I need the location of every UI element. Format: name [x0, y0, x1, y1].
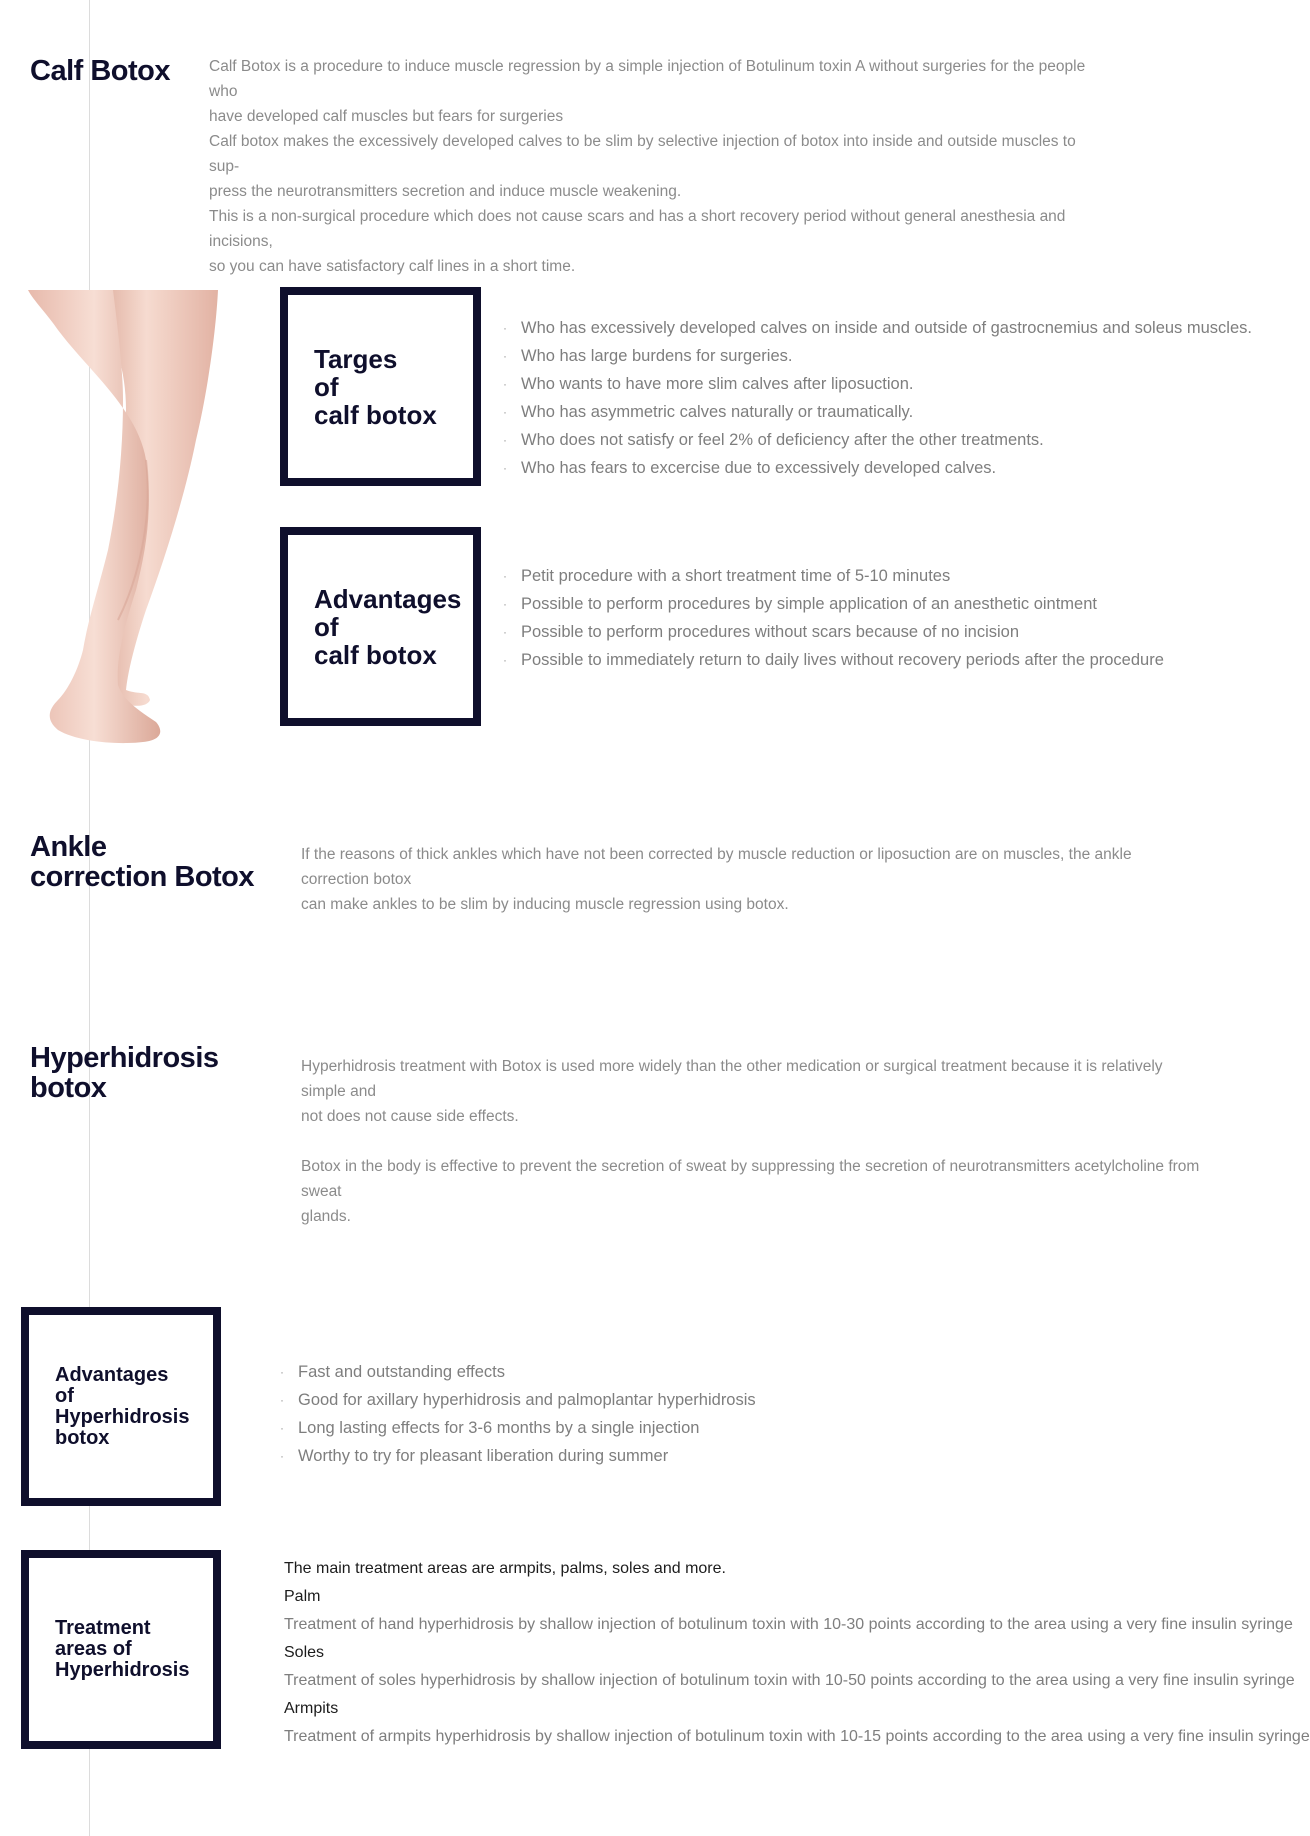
list-item: · Who has large burdens for surgeries.	[503, 347, 793, 365]
armpits-label: Armpits	[284, 1700, 339, 1717]
calf-p2: Calf botox makes the excessively developed calves to be slim by selective injection of botox into inside and outside muscles to sup-	[209, 133, 1076, 175]
treatment-areas-title	[55, 1618, 189, 1681]
ankle-p1b: can make ankles to be slim by inducing muscle regression using botox.	[301, 896, 789, 913]
hyper-adv-title-line4: botox	[55, 1426, 110, 1449]
areas-title-line1: Treatment	[55, 1617, 151, 1639]
hyperhidrosis-description	[301, 1054, 1201, 1229]
calf-p3: This is a non-surgical procedure which does not cause scars and has a short recovery period without general anesthesia and incisions,	[209, 208, 1066, 250]
ankle-botox-title	[30, 832, 254, 892]
calf-advantages-title	[314, 585, 461, 669]
list-item: · Who has asymmetric calves naturally or traumatically.	[503, 403, 914, 421]
hyperhidrosis-botox-title	[30, 1043, 219, 1103]
hyper-advantages-box	[21, 1307, 221, 1506]
calf-botox-title: Calf Botox	[30, 55, 170, 87]
spacer	[301, 1129, 1201, 1154]
soles-label: Soles	[284, 1644, 325, 1661]
list-item: · Possible to perform procedures by simple application of an anesthetic ointment	[503, 595, 1097, 613]
calf-botox-description	[209, 54, 1109, 279]
targets-title-line3: calf botox	[314, 399, 437, 430]
legs-illustration	[28, 290, 238, 750]
list-item: · Who has fears to excercise due to excessively developed calves.	[503, 459, 997, 477]
hyper-title-line1: Hyperhidrosis	[30, 1042, 219, 1074]
calf-p2b: press the neurotransmitters secretion and induce muscle weakening.	[209, 183, 682, 200]
targets-list	[503, 314, 1252, 482]
treatment-areas-text	[284, 1555, 1310, 1751]
areas-title-line2: areas of	[55, 1638, 132, 1660]
palm-text: Treatment of hand hyperhidrosis by shallow injection of botulinum toxin with 10-30 points according to the area using a very fine insulin syringe	[284, 1616, 1293, 1633]
ankle-botox-description	[301, 842, 1201, 917]
calf-advantages-title-line2: of	[314, 611, 339, 642]
areas-title-line3: Hyperhidrosis	[55, 1659, 190, 1681]
ankle-title-line1: Ankle	[30, 831, 107, 863]
hyper-p2: Botox in the body is effective to prevent the secretion of sweat by suppressing the secretion of neurotransmitters acetylcholine from sweat	[301, 1158, 1200, 1200]
armpits-text: Treatment of armpits hyperhidrosis by shallow injection of botulinum toxin with 10-15 points according to the area using a very fine insulin syringe	[284, 1728, 1310, 1745]
list-item: · Who does not satisfy or feel 2% of deficiency after the other treatments.	[503, 431, 1044, 449]
calf-p1b: have developed calf muscles but fears for surgeries	[209, 108, 564, 125]
calf-advantages-box	[280, 527, 481, 726]
list-item: · Who wants to have more slim calves after liposuction.	[503, 375, 914, 393]
hyper-p1: Hyperhidrosis treatment with Botox is used more widely than the other medication or surgical treatment because it is relatively simple and	[301, 1058, 1163, 1100]
targets-title	[314, 345, 437, 429]
targets-title-line2: of	[314, 371, 339, 402]
list-item: · Possible to perform procedures without scars because of no incision	[503, 623, 1020, 641]
hyper-advantages-title	[55, 1365, 189, 1449]
areas-intro: The main treatment areas are armpits, palms, soles and more.	[284, 1560, 726, 1577]
hyper-p2b: glands.	[301, 1208, 351, 1225]
list-item: · Who has excessively developed calves on inside and outside of gastrocnemius and soleus muscles.	[503, 319, 1252, 337]
hyper-adv-title-line1: Advantages	[55, 1363, 169, 1386]
calf-advantages-title-line3: calf botox	[314, 639, 437, 670]
soles-text: Treatment of soles hyperhidrosis by shallow injection of botulinum toxin with 10-50 points according to the area using a very fine insulin syringe	[284, 1672, 1295, 1689]
treatment-areas-box	[21, 1550, 221, 1749]
calf-p1: Calf Botox is a procedure to induce muscle regression by a simple injection of Botulinum toxin A without surgeries for the people who	[209, 58, 1086, 100]
calf-advantages-title-line1: Advantages	[314, 583, 462, 614]
calf-p3b: so you can have satisfactory calf lines in a short time.	[209, 258, 576, 275]
list-item: · Worthy to try for pleasant liberation during summer	[280, 1447, 669, 1465]
list-item: · Good for axillary hyperhidrosis and palmoplantar hyperhidrosis	[280, 1391, 756, 1409]
list-item: · Fast and outstanding effects	[280, 1363, 505, 1381]
hyper-p1b: not does not cause side effects.	[301, 1108, 519, 1125]
targets-title-line1: Targes	[314, 343, 398, 374]
list-item: · Petit procedure with a short treatment time of 5-10 minutes	[503, 567, 951, 585]
ankle-title-line2: correction Botox	[30, 861, 255, 893]
calf-advantages-list	[503, 562, 1164, 674]
list-item: · Possible to immediately return to daily lives without recovery periods after the procedure	[503, 651, 1164, 669]
hyper-adv-title-line2: of	[55, 1384, 74, 1407]
hyper-advantages-list	[280, 1358, 756, 1470]
targets-box	[280, 287, 481, 486]
hyper-title-line2: botox	[30, 1072, 107, 1104]
list-item: · Long lasting effects for 3-6 months by a single injection	[280, 1419, 700, 1437]
ankle-p1: If the reasons of thick ankles which have not been corrected by muscle reduction or liposuction are on muscles, the ankle correction botox	[301, 846, 1132, 888]
palm-label: Palm	[284, 1588, 321, 1605]
hyper-adv-title-line3: Hyperhidrosis	[55, 1405, 190, 1428]
